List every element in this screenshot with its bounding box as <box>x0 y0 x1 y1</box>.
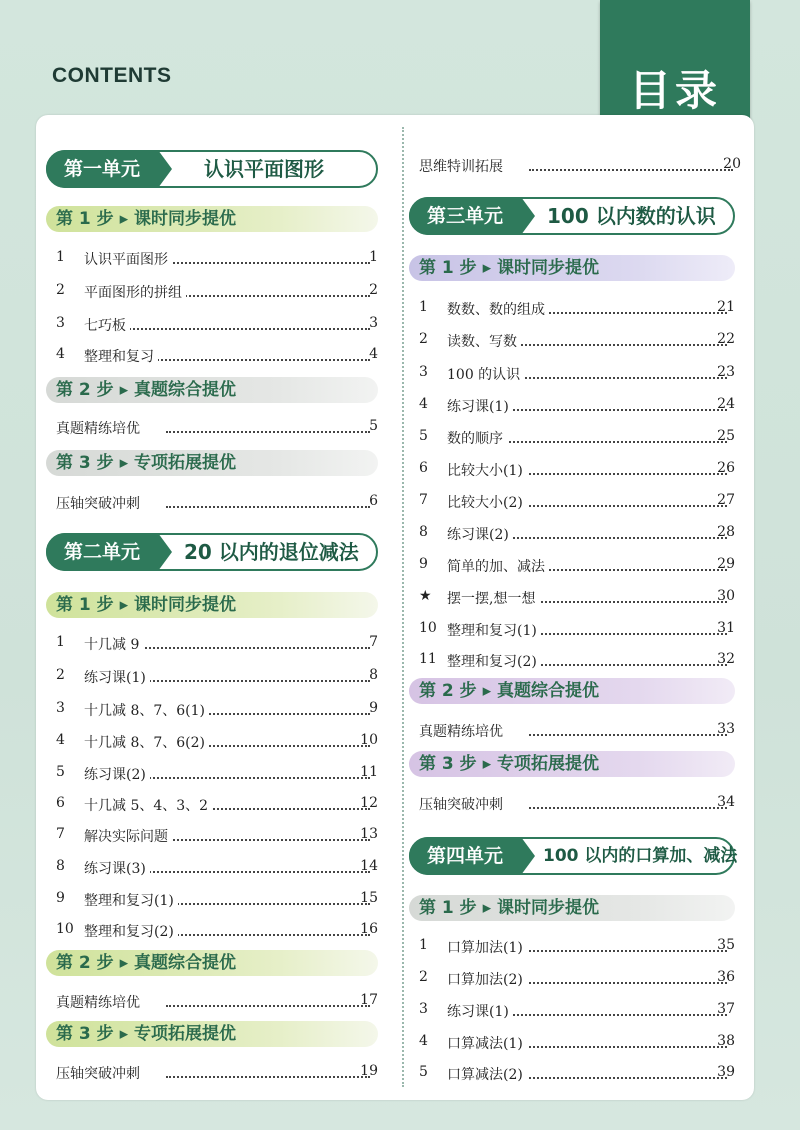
entry-title: 十几减 5、4、3、2 <box>84 795 212 815</box>
step-label: 第 2 步 ▸ 真题综合提优 <box>56 953 237 973</box>
toc-entry[interactable] <box>46 342 378 368</box>
entry-page: 6 <box>369 493 378 509</box>
entry-title: 真题精练培优 <box>419 721 507 741</box>
unit-title: 20 以内的退位减法 <box>184 540 359 564</box>
entry-page: 2 <box>369 282 378 298</box>
toc-entry[interactable] <box>46 917 378 943</box>
u3-step-1-bar[interactable] <box>409 255 735 281</box>
entry-title: 数数、数的组成 <box>447 299 549 319</box>
toc-entry[interactable] <box>409 1029 735 1055</box>
toc-entry[interactable] <box>46 760 378 786</box>
entry-title: 比较大小(2) <box>447 492 527 512</box>
step-label: 第 1 步 ▸ 课时同步提优 <box>419 258 600 278</box>
toc-entry[interactable] <box>409 520 735 546</box>
u1-step-1-bar[interactable] <box>46 206 378 232</box>
entry-page: 25 <box>717 428 735 444</box>
entry-page: 33 <box>717 721 735 737</box>
unit-1-heading[interactable] <box>46 150 378 188</box>
unit-2-heading[interactable] <box>46 533 378 571</box>
toc-entry[interactable] <box>409 997 735 1023</box>
toc-card <box>36 115 754 1100</box>
entry-page: 8 <box>369 667 378 683</box>
unit-tag: 第四单元 <box>409 837 521 875</box>
step-label: 第 2 步 ▸ 真题综合提优 <box>419 681 600 701</box>
toc-entry[interactable] <box>409 933 735 959</box>
entry-page: 32 <box>717 651 735 667</box>
toc-entry[interactable] <box>409 424 735 450</box>
entry-title: 练习课(1) <box>447 1001 513 1021</box>
entry-page: 22 <box>717 331 735 347</box>
star-icon: ★ <box>419 588 432 604</box>
entry-page: 17 <box>360 992 378 1008</box>
step-label: 第 1 步 ▸ 课时同步提优 <box>56 209 237 229</box>
entry-title: 整理和复习(1) <box>84 890 178 910</box>
toc-entry[interactable] <box>46 886 378 912</box>
u1-step-3-bar[interactable] <box>46 450 378 476</box>
entry-number: 4 <box>56 732 65 748</box>
entry-page: 7 <box>369 634 378 650</box>
entry-page: 3 <box>369 315 378 331</box>
entry-title: 口算加法(2) <box>447 969 527 989</box>
entry-title: 平面图形的拼组 <box>84 282 186 302</box>
toc-entry[interactable] <box>409 647 735 673</box>
unit-3-heading[interactable] <box>409 197 735 235</box>
entry-page: 1 <box>369 249 378 265</box>
entry-number: 3 <box>56 315 65 331</box>
toc-entry[interactable] <box>409 717 735 743</box>
entry-page: 19 <box>360 1063 378 1079</box>
entry-number: 1 <box>56 249 65 265</box>
unit-title: 100 以内数的认识 <box>547 204 716 228</box>
toc-entry[interactable] <box>46 663 378 689</box>
entry-page: 20 <box>723 156 741 172</box>
entry-title: 读数、写数 <box>447 331 521 351</box>
column-divider <box>402 127 404 1087</box>
entry-page: 35 <box>717 937 735 953</box>
unit-tag: 第三单元 <box>409 197 521 235</box>
step-label: 第 3 步 ▸ 专项拓展提优 <box>56 453 237 473</box>
toc-entry[interactable] <box>409 616 735 642</box>
entry-title: 十几减 8、7、6(2) <box>84 732 209 752</box>
step-label: 第 2 步 ▸ 真题综合提优 <box>56 380 237 400</box>
entry-page: 12 <box>360 795 378 811</box>
entry-number: 3 <box>419 364 428 380</box>
dot-leader <box>166 1062 370 1078</box>
dot-leader <box>166 417 370 433</box>
mulu-label: 目录 <box>628 66 721 115</box>
entry-title: 比较大小(1) <box>447 460 527 480</box>
entry-title: 压轴突破冲刺 <box>419 794 507 814</box>
entry-title: 认识平面图形 <box>84 249 172 269</box>
entry-number: 3 <box>56 700 65 716</box>
toc-entry[interactable] <box>409 327 735 353</box>
toc-entry[interactable] <box>46 311 378 337</box>
mulu-tab <box>600 0 750 130</box>
u3-step-2-bar[interactable] <box>409 678 735 704</box>
entry-page: 11 <box>360 764 378 780</box>
toc-entry[interactable] <box>409 392 735 418</box>
toc-entry[interactable] <box>409 965 735 991</box>
entry-number: 3 <box>419 1001 428 1017</box>
entry-number: 2 <box>419 331 428 347</box>
entry-page: 5 <box>369 418 378 434</box>
entry-title: 解决实际问题 <box>84 826 172 846</box>
entry-title: 口算减法(1) <box>447 1033 527 1053</box>
entry-title: 口算减法(2) <box>447 1064 527 1084</box>
toc-entry[interactable] <box>409 295 735 321</box>
entry-title: 十几减 8、7、6(1) <box>84 700 209 720</box>
entry-title: 练习课(1) <box>84 667 150 687</box>
u2-step-2-bar[interactable] <box>46 950 378 976</box>
entry-number: 1 <box>419 937 428 953</box>
entry-page: 29 <box>717 556 735 572</box>
toc-entry[interactable] <box>46 696 378 722</box>
toc-entry[interactable] <box>46 278 378 304</box>
toc-entry[interactable] <box>409 488 735 514</box>
entry-title: 压轴突破冲刺 <box>56 1063 144 1083</box>
entry-title: 真题精练培优 <box>56 418 144 438</box>
toc-entry[interactable] <box>46 630 378 656</box>
entry-number: 9 <box>419 556 428 572</box>
u4-step-1-bar[interactable] <box>409 895 735 921</box>
entry-number: 10 <box>56 921 74 937</box>
entry-number: 6 <box>56 795 65 811</box>
entry-number: 10 <box>419 620 437 636</box>
entry-number: 11 <box>419 651 437 667</box>
u2-step-1-bar[interactable] <box>46 592 378 618</box>
entry-number: 8 <box>419 524 428 540</box>
entry-title: 练习课(2) <box>447 524 513 544</box>
entry-title: 十几减 9 <box>84 634 143 654</box>
entry-number: 2 <box>419 969 428 985</box>
entry-page: 28 <box>717 524 735 540</box>
entry-title: 100 的认识 <box>447 364 524 384</box>
toc-entry[interactable] <box>409 552 735 578</box>
toc-entry[interactable] <box>46 791 378 817</box>
entry-page: 24 <box>717 396 735 412</box>
entry-number: 2 <box>56 282 65 298</box>
step-label: 第 1 步 ▸ 课时同步提优 <box>419 898 600 918</box>
entry-title: 整理和复习 <box>84 346 158 366</box>
unit-tag: 第二单元 <box>46 533 158 571</box>
u3-step-3-bar[interactable] <box>409 751 735 777</box>
u1-step-2-bar[interactable] <box>46 377 378 403</box>
entry-page: 15 <box>360 890 378 906</box>
entry-page: 39 <box>717 1064 735 1080</box>
entry-number: 7 <box>419 492 428 508</box>
entry-number: 7 <box>56 826 65 842</box>
step-label: 第 3 步 ▸ 专项拓展提优 <box>419 754 600 774</box>
toc-entry[interactable] <box>409 790 735 816</box>
entry-title: 数的顺序 <box>447 428 507 448</box>
entry-page: 26 <box>717 460 735 476</box>
entry-page: 10 <box>360 732 378 748</box>
toc-entry[interactable] <box>46 414 378 440</box>
entry-number: 5 <box>56 764 65 780</box>
toc-entry[interactable] <box>409 456 735 482</box>
entry-page: 14 <box>360 858 378 874</box>
entry-number: 6 <box>419 460 428 476</box>
dot-leader <box>529 720 727 736</box>
entry-number: 1 <box>419 299 428 315</box>
entry-number: 4 <box>56 346 65 362</box>
entry-title: 整理和复习(2) <box>84 921 178 941</box>
entry-title: 练习课(1) <box>447 396 513 416</box>
entry-title: 真题精练培优 <box>56 992 144 1012</box>
toc-entry[interactable] <box>46 489 378 515</box>
unit-title: 认识平面图形 <box>204 157 324 181</box>
entry-page: 4 <box>369 346 378 362</box>
entry-number: 1 <box>56 634 65 650</box>
entry-number: 4 <box>419 1033 428 1049</box>
entry-number: 9 <box>56 890 65 906</box>
step-label: 第 1 步 ▸ 课时同步提优 <box>56 595 237 615</box>
toc-entry[interactable] <box>409 360 735 386</box>
entry-number: 8 <box>56 858 65 874</box>
entry-page: 38 <box>717 1033 735 1049</box>
entry-title: 思维特训拓展 <box>419 156 507 176</box>
entry-title: 口算加法(1) <box>447 937 527 957</box>
toc-entry[interactable] <box>46 854 378 880</box>
entry-number: 5 <box>419 428 428 444</box>
toc-entry[interactable] <box>46 728 378 754</box>
entry-page: 30 <box>717 588 735 604</box>
entry-number: 4 <box>419 396 428 412</box>
toc-entry[interactable] <box>46 988 378 1014</box>
toc-entry[interactable] <box>409 584 735 610</box>
unit-4-heading[interactable] <box>409 837 738 875</box>
entry-page: 16 <box>360 921 378 937</box>
entry-title: 压轴突破冲刺 <box>56 493 144 513</box>
u2-step-3-bar[interactable] <box>46 1021 378 1047</box>
unit-title: 100 以内的口算加、减法 <box>543 846 738 866</box>
entry-page: 21 <box>717 299 735 315</box>
entry-title: 整理和复习(1) <box>447 620 541 640</box>
entry-title: 简单的加、减法 <box>447 556 549 576</box>
toc-entry[interactable] <box>46 245 378 271</box>
contents-label: CONTENTS <box>52 64 172 87</box>
entry-number: 5 <box>419 1064 428 1080</box>
dot-leader <box>166 492 370 508</box>
entry-page: 36 <box>717 969 735 985</box>
entry-title: 练习课(2) <box>84 764 150 784</box>
entry-page: 13 <box>360 826 378 842</box>
unit-tag: 第一单元 <box>46 150 158 188</box>
entry-title: 七巧板 <box>84 315 130 335</box>
entry-page: 37 <box>717 1001 735 1017</box>
entry-title: 练习课(3) <box>84 858 150 878</box>
step-label: 第 3 步 ▸ 专项拓展提优 <box>56 1024 237 1044</box>
entry-number: 2 <box>56 667 65 683</box>
entry-page: 31 <box>717 620 735 636</box>
toc-entry[interactable] <box>409 1060 735 1086</box>
dot-leader <box>529 155 733 171</box>
dot-leader <box>166 991 370 1007</box>
toc-entry[interactable] <box>46 1059 378 1085</box>
entry-page: 23 <box>717 364 735 380</box>
entry-title: 摆一摆,想一想 <box>447 588 539 608</box>
entry-page: 27 <box>717 492 735 508</box>
toc-entry[interactable] <box>409 152 741 178</box>
entry-page: 9 <box>369 700 378 716</box>
entry-title: 整理和复习(2) <box>447 651 541 671</box>
toc-entry[interactable] <box>46 822 378 848</box>
entry-page: 34 <box>717 794 735 810</box>
dot-leader <box>529 793 727 809</box>
